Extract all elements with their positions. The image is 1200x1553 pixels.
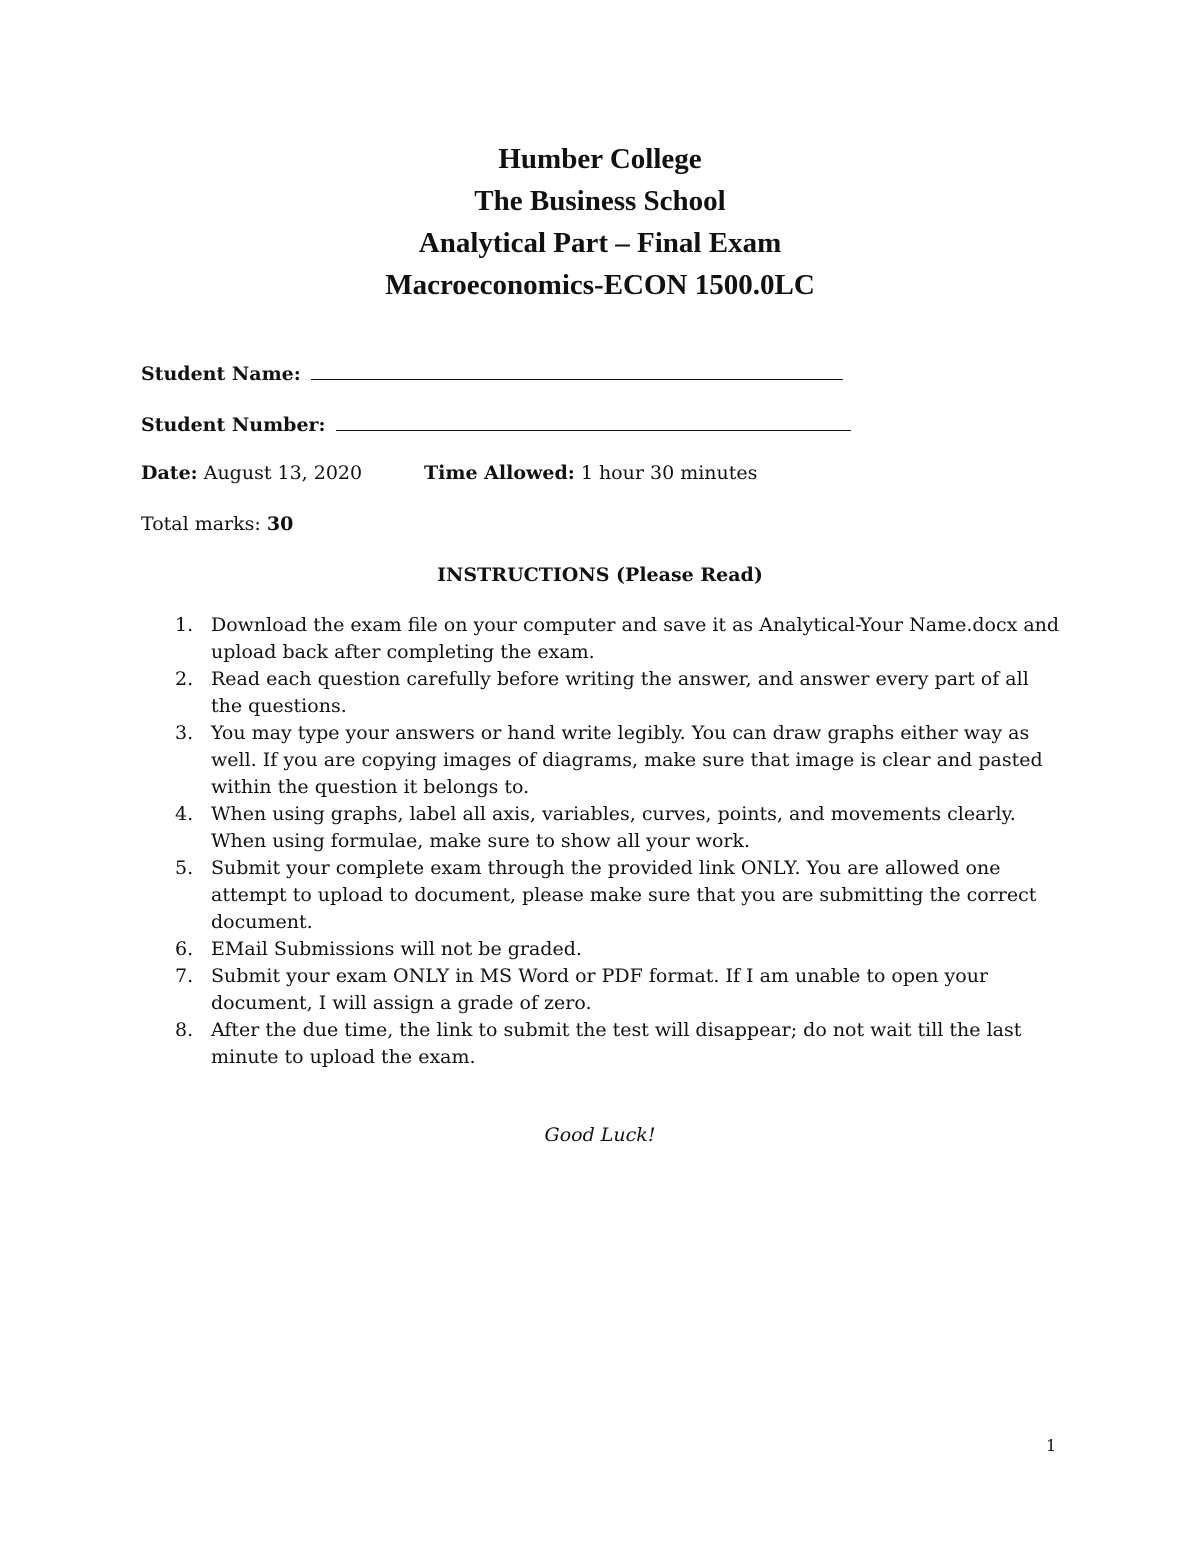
student-number-row — [141, 410, 851, 438]
title-block — [0, 138, 1200, 306]
instruction-number: 5. — [175, 857, 194, 879]
course-title: Macroeconomics-ECON 1500.0LC — [385, 269, 815, 301]
instruction-number: 3. — [175, 722, 194, 744]
date-value: August 13, 2020 — [203, 462, 363, 484]
instructions-heading: INSTRUCTIONS (Please Read) — [437, 564, 763, 586]
school-name: The Business School — [474, 185, 726, 217]
time-allowed-row — [424, 460, 757, 486]
instruction-item — [141, 612, 1061, 666]
instruction-text: Submit your exam ONLY in MS Word or PDF format. If I am unable to open your document, I will assign a grade of zero. — [211, 965, 989, 1014]
student-name-label: Student Name: — [141, 363, 301, 385]
instruction-item — [141, 720, 1061, 801]
instruction-number: 1. — [175, 614, 194, 636]
total-marks-value: 30 — [266, 513, 294, 535]
instruction-text: Submit your complete exam through the provided link ONLY. You are allowed one attempt to upload to document, please make sure that you are submitting the correct document. — [211, 857, 1037, 933]
page-number: 1 — [1046, 1436, 1057, 1455]
instruction-item — [141, 936, 1061, 963]
good-luck-message: Good Luck! — [544, 1124, 656, 1146]
instruction-number: 6. — [175, 938, 194, 960]
date-row — [141, 460, 362, 486]
student-number-label: Student Number: — [141, 414, 326, 436]
instruction-item — [141, 963, 1061, 1017]
student-number-line[interactable] — [336, 410, 851, 431]
instruction-text: After the due time, the link to submit the test will disappear; do not wait till the last minute to upload the exam. — [211, 1019, 1022, 1068]
exam-title: Analytical Part – Final Exam — [418, 227, 782, 259]
instruction-number: 8. — [175, 1019, 194, 1041]
total-marks-row — [141, 511, 293, 537]
student-name-line[interactable] — [311, 359, 843, 380]
instructions-list — [141, 612, 1061, 1071]
time-allowed-label: Time Allowed: — [424, 462, 575, 484]
instruction-number: 2. — [175, 668, 194, 690]
instruction-text: EMail Submissions will not be graded. — [211, 938, 582, 960]
total-marks-label: Total marks: — [141, 513, 261, 535]
instruction-text: You may type your answers or hand write legibly. You can draw graphs either way as well. If you are copying images of diagrams, make sure that image is clear and pasted within the question it belongs to. — [211, 722, 1043, 798]
instruction-number: 7. — [175, 965, 194, 987]
institution-name: Humber College — [498, 143, 702, 175]
instruction-number: 4. — [175, 803, 194, 825]
time-allowed-value: 1 hour 30 minutes — [580, 462, 758, 484]
instruction-text: Download the exam file on your computer and save it as Analytical-Your Name.docx and upload back after completing the exam. — [211, 614, 1060, 663]
instruction-text: When using graphs, label all axis, variables, curves, points, and movements clearly. When using formulae, make sure to show all your work. — [211, 803, 1016, 852]
instruction-item — [141, 801, 1061, 855]
instruction-item — [141, 855, 1061, 936]
instruction-text: Read each question carefully before writing the answer, and answer every part of all the questions. — [211, 668, 1029, 717]
instruction-item — [141, 1017, 1061, 1071]
date-label: Date: — [141, 462, 198, 484]
student-name-row — [141, 359, 843, 387]
instruction-item — [141, 666, 1061, 720]
